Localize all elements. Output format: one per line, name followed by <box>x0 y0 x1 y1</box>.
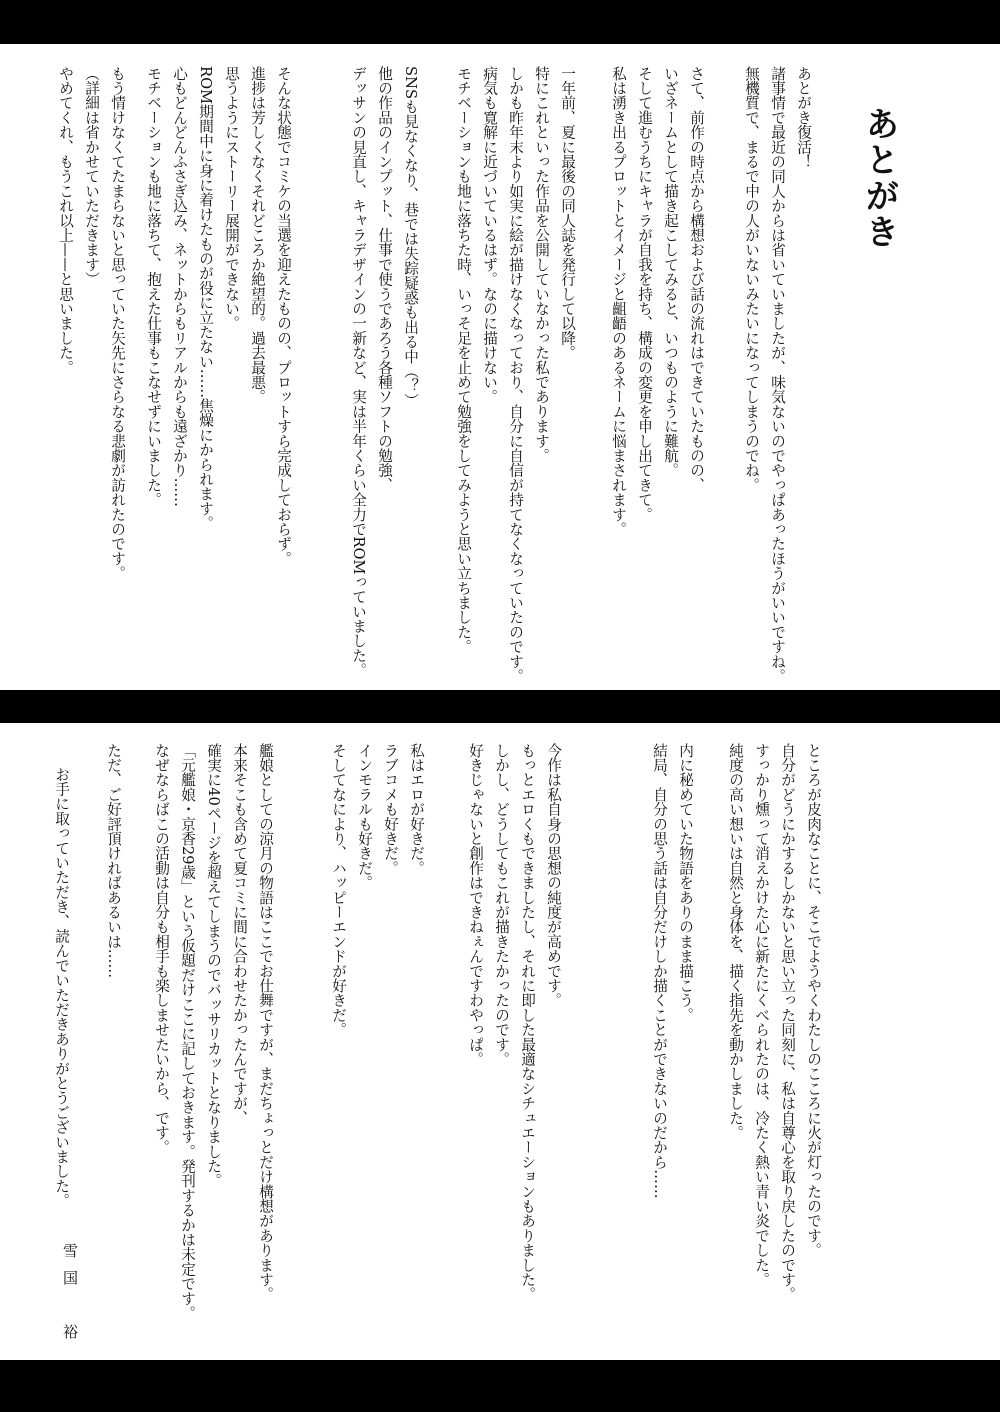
paragraph-maybe: ただ、ご好評頂ければあるいは…… <box>105 743 122 979</box>
paragraph-future: 艦娘としての涼月の物語はここでお仕舞ですが、まだちょっとだけ構想があります。 本来そこも含めて夏コミに間に合わせたかったんですが、 確実に40ページを超えてしまうのでバッサリカットとなりました。 「元艦娘・京香29歳」という仮題だけここに記しておきます。発刊するかは未定です。 なぜならばこの活動は自分も相手も楽しませたいから、です。 <box>153 743 274 1321</box>
paragraph-tragedy: もう情けなくてたまらないと思っていた矢先にさらなる悲劇が訪れたのです。 （詳細は省かせていただきます） やめてくれ、もうこれ以上——と思いました。 <box>57 66 126 581</box>
afterword-title: あとがき <box>859 106 899 250</box>
paragraph-last-year: 一年前、夏に最後の同人誌を発行して以降。 特にこれといった作品を公開していなかった私であります。 しかも昨年末より如実に絵が描けなくなっており、自分に自信が持てなくなっていたのです。 病気も寛解に近づいているはず。なのに描けない。 モチベーションも地に落ちた時、いっそ足を止めて勉強をしてみようと思い立ちました。 <box>455 66 576 684</box>
afterword-page-bottom <box>0 723 1000 1360</box>
paragraph-fire: ところが皮肉なことに、そこでようやくわたしのこころに火が灯ったのです。 自分がどうにかするしかないと思い立った同刻に、私は自尊心を取り戻したのです。 すっかり燻って消えかけた心に新たにくべられたのは、冷たく熱い青い炎でした。 純度の高い想いは自然と身体を、描く指先を動かしました。 <box>727 743 822 1302</box>
paragraph-resolve: 内に秘めていた物語をありのまま描こう。 結局、自分の思う話は自分だけしか描くことができないのだから…… <box>651 743 694 1199</box>
paragraph-drafting: さて、前作の時点から構想および話の流れはできていたものの、 いざネームとして描き起こしてみると、いつものように難航。 そして進むうちにキャラが自我を持ち、構成の変更を申し出てきて。 私は湧き出るプロットとイメージと齟齬のあるネームに悩まされます。 <box>610 66 705 537</box>
paragraph-comiket: そんな状態でコミケの当選を迎えたものの、プロットすら完成しておらず。 進捗は芳しくなくそれどころか絶望的。過去最悪。 思うようにストーリー展開ができない。 ROM期間中に身に着けたものが役に立たない……焦燥にかられます。 心もどんどんふさぎ込み、ネットからもリアルからも遠ざかり…… モチベーションも地に落ちて、抱えた仕事もこなせずにいました。 <box>145 66 292 566</box>
paragraph-likes: 私はエロが好きだ。 ラブコメも好きだ。 インモラルも好きだ。 そしてなにより、ハッピーエンドが好きだ。 <box>330 743 425 1037</box>
paragraph-study: SNSも見なくなり、巷では失踪疑惑も出る中（？） 他の作品のインプット、仕事で使うであろう各種ソフトの勉強、 デッサンの見直し、キャラデザインの一新など、実は半年くらい全力でROMっていました。 <box>350 66 419 678</box>
paragraph-purity: 今作は私自身の思想の純度が高めです。 もっとエロくもできましたし、それに即した最適なシチュエーションもありました。 しかし、どうしてもこれが描きたかったのです。 好きじゃないと創作はできねぇんですわやっぱ。 <box>467 743 562 1302</box>
author-signature: 雪国 裕 <box>61 1243 79 1351</box>
afterword-page-top <box>0 44 1000 690</box>
paragraph-intro: あとがき復活！ 諸事情で最近の同人からは省いていましたが、味気ないのでやっぱあったほうがいいですね。 無機質で、まるで中の人がいないみたいになってしまうのでね。 <box>743 66 812 684</box>
paragraph-thanks: お手に取っていただき、読んでいただきありがとうございました。 <box>53 767 70 1208</box>
